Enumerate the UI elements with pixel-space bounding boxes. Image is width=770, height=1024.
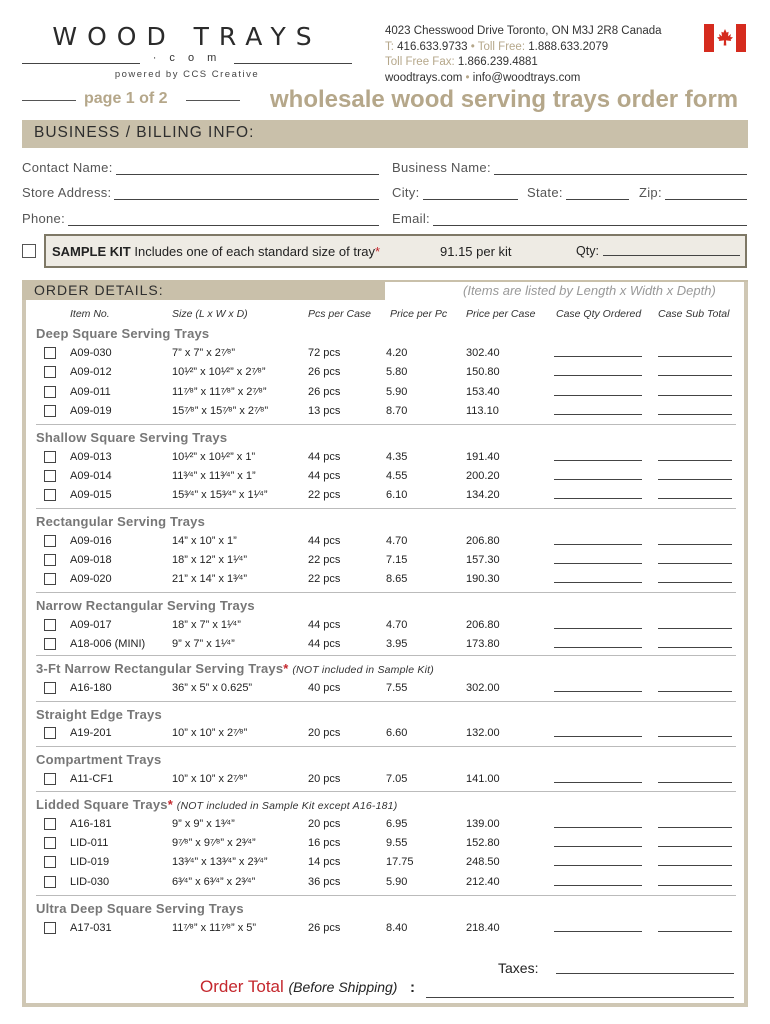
case-subtotal-field[interactable]: [658, 582, 732, 583]
product-checkbox[interactable]: [44, 535, 56, 547]
product-row: [44, 470, 744, 484]
item-size: 11³⁄⁴” x 11³⁄⁴” x 1”: [172, 470, 256, 482]
price-per-pc: 7.05: [386, 773, 408, 785]
item-number: A17-031: [70, 922, 112, 934]
price-per-case: 218.40: [466, 922, 500, 934]
category-heading: 3-Ft Narrow Rectangular Serving Trays* (NOT included in Sample Kit): [36, 661, 434, 676]
logo-com: · c o m: [152, 52, 222, 64]
case-qty-field[interactable]: [554, 479, 642, 480]
case-subtotal-field[interactable]: [658, 375, 732, 376]
item-size: 15³⁄⁴” x 15³⁄⁴” x 1¹⁄⁴”: [172, 489, 268, 501]
case-subtotal-field[interactable]: [658, 736, 732, 737]
price-per-case: 157.30: [466, 554, 500, 566]
price-per-pc: 4.70: [386, 619, 408, 631]
product-row: [44, 405, 744, 419]
item-size: 9” x 7” x 1¹⁄⁴”: [172, 638, 235, 650]
item-number: A09-012: [70, 366, 112, 378]
category-heading: Lidded Square Trays* (NOT included in Sample Kit except A16-181): [36, 797, 398, 812]
price-per-case: 206.80: [466, 535, 500, 547]
pcs-per-case: 26 pcs: [308, 386, 341, 398]
item-number: A09-030: [70, 347, 112, 359]
price-per-pc: 4.55: [386, 470, 408, 482]
address: 4023 Chesswood Drive Toronto, ON M3J 2R8 Canada: [385, 25, 662, 37]
item-size: 15⁷⁄⁸” x 15⁷⁄⁸” x 2⁷⁄⁸”: [172, 405, 269, 417]
case-subtotal-field[interactable]: [658, 885, 732, 886]
pcs-per-case: 22 pcs: [308, 554, 341, 566]
product-checkbox[interactable]: [44, 573, 56, 585]
price-per-case: 150.80: [466, 366, 500, 378]
product-checkbox[interactable]: [44, 554, 56, 566]
case-qty-field[interactable]: [554, 846, 642, 847]
item-size: 7” x 7” x 2⁷⁄⁸”: [172, 347, 236, 359]
logo-wordmark: WOOD TRAYS: [52, 22, 322, 51]
pcs-per-case: 72 pcs: [308, 347, 341, 359]
taxes-field[interactable]: [556, 973, 734, 974]
sample-kit-checkbox[interactable]: [22, 244, 36, 258]
pcs-per-case: 40 pcs: [308, 682, 341, 694]
price-per-case: 153.40: [466, 386, 500, 398]
category-heading: Ultra Deep Square Serving Trays: [36, 901, 244, 916]
case-qty-field[interactable]: [554, 827, 642, 828]
phone: 416.633.9733: [397, 40, 468, 53]
product-row: [44, 554, 744, 568]
item-number: A09-020: [70, 573, 112, 585]
product-row: [44, 727, 744, 741]
canada-flag-icon: [704, 24, 746, 52]
case-subtotal-field[interactable]: [658, 395, 732, 396]
category-divider: [36, 424, 736, 425]
price-per-case: 302.40: [466, 347, 500, 359]
web-line: woodtrays.com • info@woodtrays.com: [385, 71, 581, 84]
product-checkbox[interactable]: [44, 876, 56, 888]
fax-line: Toll Free Fax: 1.866.239.4881: [385, 56, 538, 68]
category-divider: [36, 895, 736, 896]
price-per-case: 173.80: [466, 638, 500, 650]
item-size: 10¹⁄²” x 10¹⁄²” x 1”: [172, 451, 256, 463]
col-case-qty-ordered: Case Qty Ordered: [556, 308, 642, 320]
product-checkbox[interactable]: [44, 489, 56, 501]
pcs-per-case: 20 pcs: [308, 773, 341, 785]
sample-kit-title: SAMPLE KIT: [52, 244, 131, 259]
fax: 1.866.239.4881: [457, 56, 538, 68]
price-per-pc: 7.15: [386, 554, 408, 566]
case-subtotal-field[interactable]: [658, 628, 732, 629]
page-title: wholesale wood serving trays order form: [270, 86, 739, 113]
product-checkbox[interactable]: [44, 347, 56, 359]
item-size: 11⁷⁄⁸” x 11⁷⁄⁸” x 5”: [172, 922, 257, 934]
pcs-per-case: 36 pcs: [308, 876, 341, 888]
price-per-case: 212.40: [466, 876, 500, 888]
item-number: A09-016: [70, 535, 112, 547]
email-address: info@woodtrays.com: [472, 71, 581, 84]
product-checkbox[interactable]: [44, 727, 56, 739]
logo: [22, 22, 352, 80]
item-size: 10¹⁄²” x 10¹⁄²” x 2⁷⁄⁸”: [172, 366, 266, 378]
business-name-field[interactable]: Business Name:: [392, 160, 747, 175]
order-total-field[interactable]: [426, 997, 734, 998]
item-size: 10” x 10” x 2⁷⁄⁸”: [172, 773, 248, 785]
category-divider: [36, 655, 736, 656]
col-case-sub-total: Case Sub Total: [658, 308, 730, 320]
case-subtotal-field[interactable]: [658, 931, 732, 932]
price-per-pc: 8.70: [386, 405, 408, 417]
product-row: [44, 347, 744, 361]
category-divider: [36, 508, 736, 509]
product-checkbox[interactable]: [44, 386, 56, 398]
item-number: A09-017: [70, 619, 112, 631]
category-heading: Rectangular Serving Trays: [36, 514, 206, 529]
case-qty-field[interactable]: [554, 736, 642, 737]
case-qty-field[interactable]: [554, 885, 642, 886]
col-size: Size (L x W x D): [172, 308, 248, 320]
case-subtotal-field[interactable]: [658, 846, 732, 847]
pcs-per-case: 13 pcs: [308, 405, 341, 417]
product-row: [44, 489, 744, 503]
price-per-case: 190.30: [466, 573, 500, 585]
item-number: A11-CF1: [70, 773, 114, 785]
case-qty-field[interactable]: [554, 582, 642, 583]
product-row: [44, 922, 744, 936]
billing-section-header: BUSINESS / BILLING INFO:: [22, 120, 748, 148]
case-subtotal-field[interactable]: [658, 479, 732, 480]
col-pcs-per-case: Pcs per Case: [308, 308, 372, 320]
order-total-label: Order Total (Before Shipping): [200, 977, 398, 996]
pcs-per-case: 44 pcs: [308, 451, 341, 463]
category-heading: Deep Square Serving Trays: [36, 326, 210, 341]
contact-name-field[interactable]: Contact Name:: [22, 160, 379, 175]
price-per-pc: 6.95: [386, 818, 408, 830]
category-heading: Narrow Rectangular Serving Trays: [36, 598, 255, 613]
col-price-per-case: Price per Case: [466, 308, 536, 320]
case-subtotal-field[interactable]: [658, 865, 732, 866]
product-checkbox[interactable]: [44, 638, 56, 650]
item-number: LID-011: [70, 837, 109, 849]
item-number: LID-030: [70, 876, 110, 888]
item-size: 18” x 12” x 1¹⁄⁴”: [172, 554, 248, 566]
item-size: 6³⁄⁴” x 6³⁄⁴” x 2³⁄⁴”: [172, 876, 256, 888]
pcs-per-case: 26 pcs: [308, 922, 341, 934]
category-divider: [36, 592, 736, 593]
item-size: 9” x 9” x 1³⁄⁴”: [172, 818, 235, 830]
category-divider: [36, 791, 736, 792]
product-checkbox[interactable]: [44, 818, 56, 830]
item-number: A18-006 (MINI): [70, 638, 146, 650]
product-checkbox[interactable]: [44, 837, 56, 849]
case-qty-field[interactable]: [554, 691, 642, 692]
toll-free: 1.888.633.2079: [528, 40, 609, 53]
category-heading: Shallow Square Serving Trays: [36, 430, 228, 445]
item-number: A09-011: [70, 386, 111, 398]
product-row: [44, 818, 744, 832]
item-size: 36” x 5” x 0.625”: [172, 682, 253, 694]
price-per-pc: 3.95: [386, 638, 408, 650]
item-size: 13³⁄⁴” x 13³⁄⁴” x 2³⁄⁴”: [172, 856, 268, 868]
item-size: 21” x 14” x 1³⁄⁴”: [172, 573, 248, 585]
price-per-pc: 5.90: [386, 386, 408, 398]
price-per-case: 248.50: [466, 856, 500, 868]
pcs-per-case: 22 pcs: [308, 573, 341, 585]
item-number: A16-180: [70, 682, 112, 694]
category-heading: Compartment Trays: [36, 752, 162, 767]
case-qty-field[interactable]: [554, 375, 642, 376]
taxes-label: Taxes:: [498, 960, 539, 976]
price-per-case: 141.00: [466, 773, 500, 785]
product-checkbox[interactable]: [44, 922, 56, 934]
pcs-per-case: 20 pcs: [308, 727, 341, 739]
phone-line: T: 416.633.9733 • Toll Free: 1.888.633.2079: [385, 40, 609, 53]
product-row: [44, 535, 744, 549]
page-number: page 1 of 2: [84, 90, 168, 107]
sample-kit-qty-field[interactable]: Qty:: [576, 244, 740, 258]
price-per-pc: 4.20: [386, 347, 408, 359]
case-subtotal-field[interactable]: [658, 498, 732, 499]
pcs-per-case: 22 pcs: [308, 489, 341, 501]
price-per-pc: 7.55: [386, 682, 408, 694]
item-size: 9⁷⁄⁸” x 9⁷⁄⁸” x 2³⁄⁴”: [172, 837, 256, 849]
contact-info: [385, 24, 662, 86]
sample-kit-box: SAMPLE KIT Includes one of each standard size of tray* 91.15 per kit Qty:: [44, 234, 747, 268]
pcs-per-case: 20 pcs: [308, 818, 341, 830]
case-qty-field[interactable]: [554, 563, 642, 564]
zip-field[interactable]: Zip:: [639, 185, 747, 200]
price-per-pc: 8.65: [386, 573, 408, 585]
item-number: A09-019: [70, 405, 112, 417]
case-subtotal-field[interactable]: [658, 827, 732, 828]
product-row: [44, 773, 744, 787]
case-subtotal-field[interactable]: [658, 691, 732, 692]
product-checkbox[interactable]: [44, 470, 56, 482]
order-section-header: ORDER DETAILS:: [22, 280, 385, 300]
price-per-case: 113.10: [466, 405, 499, 417]
product-row: [44, 451, 744, 465]
case-qty-field[interactable]: [554, 544, 642, 545]
category-divider: [36, 746, 736, 747]
price-per-pc: 4.35: [386, 451, 408, 463]
case-qty-field[interactable]: [554, 647, 642, 648]
item-number: A16-181: [70, 818, 112, 830]
pcs-per-case: 26 pcs: [308, 366, 341, 378]
item-size: 18” x 7” x 1¹⁄⁴”: [172, 619, 241, 631]
price-per-pc: 5.80: [386, 366, 408, 378]
product-row: [44, 682, 744, 696]
product-checkbox[interactable]: [44, 773, 56, 785]
case-subtotal-field[interactable]: [658, 544, 732, 545]
case-qty-field[interactable]: [554, 460, 642, 461]
item-number: A19-201: [70, 727, 112, 739]
col-item-no: Item No.: [70, 308, 110, 320]
product-row: [44, 619, 744, 633]
product-checkbox[interactable]: [44, 366, 56, 378]
col-price-per-pc: Price per Pc: [390, 308, 448, 320]
price-per-case: 200.20: [466, 470, 500, 482]
case-qty-field[interactable]: [554, 414, 642, 415]
price-per-case: 302.00: [466, 682, 500, 694]
pcs-per-case: 44 pcs: [308, 535, 341, 547]
store-address-field[interactable]: Store Address:: [22, 185, 379, 200]
case-subtotal-field[interactable]: [658, 414, 732, 415]
phone-field[interactable]: Phone:: [22, 211, 379, 226]
item-number: A09-018: [70, 554, 112, 566]
title-row: [22, 88, 748, 114]
product-row: [44, 366, 744, 380]
price-per-case: 134.20: [466, 489, 500, 501]
price-per-case: 191.40: [466, 451, 500, 463]
product-checkbox[interactable]: [44, 405, 56, 417]
price-per-pc: 17.75: [386, 856, 414, 868]
state-field[interactable]: State:: [527, 185, 629, 200]
case-subtotal-field[interactable]: [658, 647, 732, 648]
item-size: 11⁷⁄⁸” x 11⁷⁄⁸” x 2⁷⁄⁸”: [172, 386, 267, 398]
sample-kit-price: 91.15 per kit: [440, 244, 512, 259]
case-qty-field[interactable]: [554, 865, 642, 866]
case-subtotal-field[interactable]: [658, 460, 732, 461]
case-qty-field[interactable]: [554, 782, 642, 783]
price-per-pc: 9.55: [386, 837, 408, 849]
case-qty-field[interactable]: [554, 931, 642, 932]
pcs-per-case: 16 pcs: [308, 837, 341, 849]
item-number: A09-014: [70, 470, 112, 482]
logo-rule-right: [234, 63, 352, 64]
pcs-per-case: 44 pcs: [308, 619, 341, 631]
item-number: A09-013: [70, 451, 112, 463]
case-subtotal-field[interactable]: [658, 356, 732, 357]
product-row: [44, 876, 744, 890]
category-heading: Straight Edge Trays: [36, 707, 162, 722]
product-row: [44, 638, 744, 652]
pcs-per-case: 44 pcs: [308, 470, 341, 482]
product-row: [44, 837, 744, 851]
price-per-case: 152.80: [466, 837, 500, 849]
item-size: 10” x 10” x 2⁷⁄⁸”: [172, 727, 248, 739]
price-per-pc: 4.70: [386, 535, 408, 547]
item-size: 14” x 10” x 1”: [172, 535, 237, 547]
case-subtotal-field[interactable]: [658, 782, 732, 783]
item-number: LID-019: [70, 856, 110, 868]
price-per-case: 139.00: [466, 818, 500, 830]
product-row: [44, 856, 744, 870]
case-qty-field[interactable]: [554, 395, 642, 396]
product-checkbox[interactable]: [44, 451, 56, 463]
case-qty-field[interactable]: [554, 356, 642, 357]
price-per-pc: 6.60: [386, 727, 408, 739]
pcs-per-case: 44 pcs: [308, 638, 341, 650]
website: woodtrays.com: [385, 71, 463, 84]
category-divider: [36, 701, 736, 702]
case-qty-field[interactable]: [554, 628, 642, 629]
case-qty-field[interactable]: [554, 498, 642, 499]
price-per-case: 206.80: [466, 619, 500, 631]
price-per-pc: 8.40: [386, 922, 408, 934]
pcs-per-case: 14 pcs: [308, 856, 341, 868]
product-row: [44, 386, 744, 400]
product-row: [44, 573, 744, 587]
city-field[interactable]: City:: [392, 185, 518, 200]
case-subtotal-field[interactable]: [658, 563, 732, 564]
email-field[interactable]: Email:: [392, 211, 747, 226]
price-per-pc: 6.10: [386, 489, 408, 501]
product-checkbox[interactable]: [44, 619, 56, 631]
product-checkbox[interactable]: [44, 856, 56, 868]
sample-kit-description: Includes one of each standard size of tray: [134, 244, 376, 259]
dimensions-note: (Items are listed by Length x Width x Depth): [463, 283, 716, 298]
price-per-pc: 5.90: [386, 876, 408, 888]
price-per-case: 132.00: [466, 727, 500, 739]
product-checkbox[interactable]: [44, 682, 56, 694]
item-number: A09-015: [70, 489, 112, 501]
logo-powered-by: powered by CCS Creative: [114, 69, 260, 80]
